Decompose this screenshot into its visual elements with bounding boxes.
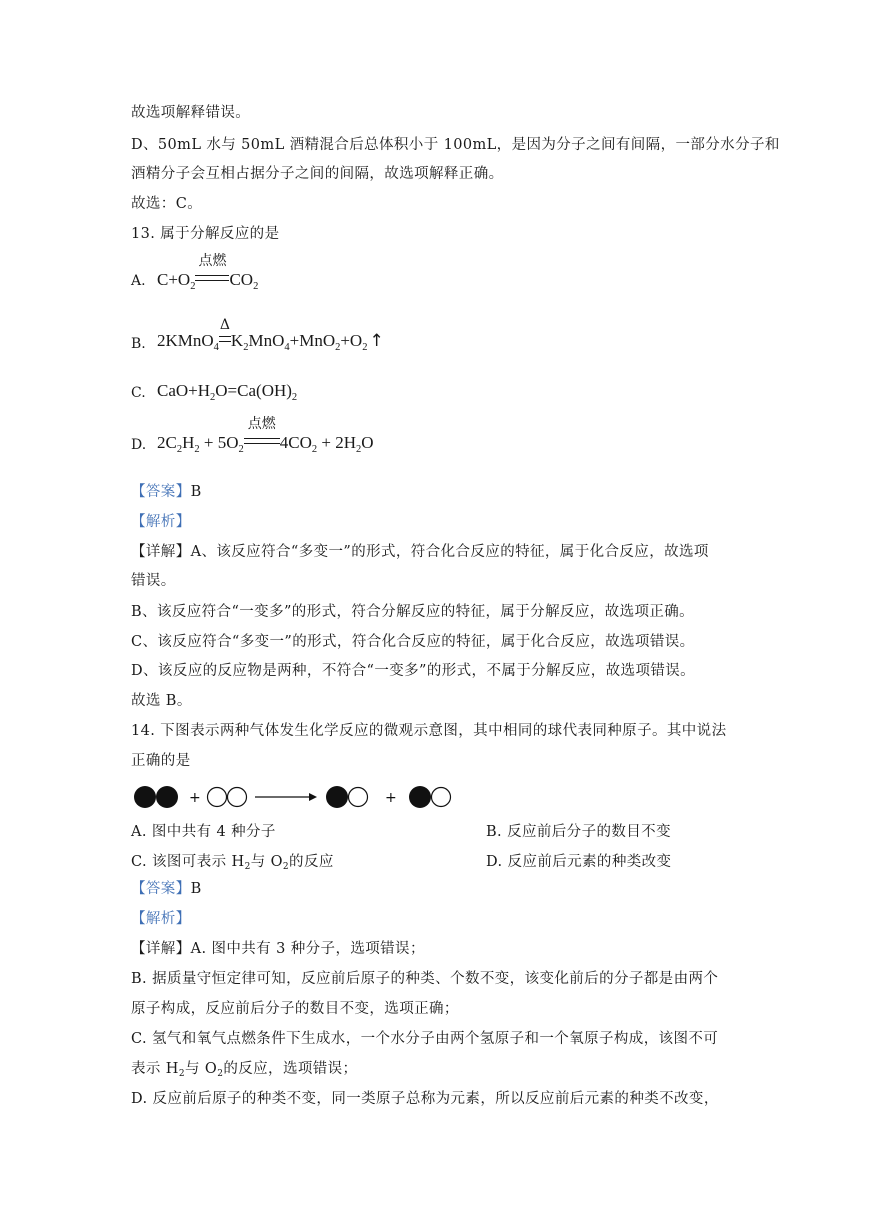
- detail-line: D. 反应前后原子的种类不变，同一类原子总称为元素，所以反应前后元素的种类不改变，: [131, 1091, 719, 1107]
- molecule-reaction-diagram: [131, 780, 461, 816]
- option-a-formula: $C+O_2$ 点燃 $CO_2$: [157, 253, 259, 292]
- light-atom: [432, 788, 451, 807]
- detail-line: 错误。: [131, 573, 176, 589]
- analysis-tag: 【解析】: [131, 514, 191, 530]
- detail-line: 【详解】A、该反应符合“多变一”的形式，符合化合反应的特征，属于化合反应，故选项: [131, 544, 709, 560]
- reaction-condition: 点燃: [244, 433, 280, 453]
- question-14-stem: 14. 下图表示两种气体发生化学反应的微观示意图，其中相同的球代表同种原子。其中说法: [131, 723, 727, 739]
- dark-atom: [156, 786, 178, 808]
- option-b-label: B.: [131, 336, 146, 352]
- dark-atom: [326, 786, 348, 808]
- option-a-label: A.: [131, 273, 146, 289]
- detail-line: 故选 B。: [131, 693, 192, 709]
- option-b-formula: 2KMnO$_4$ Δ $K_2MnO_4+MnO_2+O_2$ ↑: [157, 317, 384, 353]
- plus-sign: +: [189, 790, 201, 806]
- option-c-formula: $CaO+H_2O=Ca(OH)_2$: [157, 381, 298, 403]
- question-13-stem: 13. 属于分解反应的是: [131, 226, 280, 242]
- gas-arrow-icon: ↑: [369, 331, 384, 351]
- detail-line: B. 据质量守恒定律可知，反应前后原子的种类、个数不变，该变化前后的分子都是由两个: [131, 971, 719, 987]
- option-d-formula: $2C_2H_2 + 5O_2$ 点燃 $4CO_2 + 2H_2O$: [157, 416, 374, 455]
- light-atom: [228, 788, 247, 807]
- q14-option-d: D. 反应前后元素的种类改变: [486, 854, 672, 870]
- light-atom: [208, 788, 227, 807]
- question-14-stem: 正确的是: [131, 753, 191, 769]
- text-line: 酒精分子会互相占据分子之间的间隔，故选项解释正确。: [131, 166, 504, 182]
- detail-line: 【详解】A. 图中共有 3 种分子，选项错误；: [131, 941, 425, 957]
- light-atom: [349, 788, 368, 807]
- option-c-label: C.: [131, 385, 146, 401]
- option-d-label: D.: [131, 437, 147, 453]
- text-line: 故选：C。: [131, 196, 203, 212]
- q14-option-c: C. 该图可表示 $H_2$与 $O_2$的反应: [131, 854, 334, 872]
- answer-line: 【答案】B: [131, 881, 202, 897]
- answer-line: 【答案】B: [131, 484, 202, 500]
- detail-line: 表示 $H_2$与 $O_2$的反应，选项错误；: [131, 1061, 358, 1079]
- detail-line: C. 氢气和氧气点燃条件下生成水，一个水分子由两个氢原子和一个氧原子构成，该图不可: [131, 1031, 719, 1047]
- arrow-head-icon: [309, 793, 317, 801]
- q14-option-b: B. 反应前后分子的数目不变: [486, 824, 671, 840]
- plus-sign: +: [385, 790, 397, 806]
- detail-line: D、该反应的反应物是两种，不符合“一变多”的形式，不属于分解反应，故选项错误。: [131, 663, 696, 679]
- detail-line: 原子构成，反应前后分子的数目不变，选项正确；: [131, 1001, 459, 1017]
- text-line: D、50mL 水与 50mL 酒精混合后总体积小于 100mL，是因为分子之间有间隔，一部分水分子和: [131, 137, 780, 153]
- detail-line: B、该反应符合“一变多”的形式，符合分解反应的特征，属于分解反应，故选项正确。: [131, 604, 695, 620]
- q14-option-a: A. 图中共有 4 种分子: [131, 824, 276, 840]
- detail-line: C、该反应符合“多变一”的形式，符合化合反应的特征，属于化合反应，故选项错误。: [131, 634, 695, 650]
- reaction-condition: 点燃: [195, 270, 229, 290]
- dark-atom: [409, 786, 431, 808]
- reaction-condition: Δ: [219, 331, 231, 351]
- analysis-tag: 【解析】: [131, 911, 191, 927]
- text-line: 故选项解释错误。: [131, 105, 251, 121]
- dark-atom: [134, 786, 156, 808]
